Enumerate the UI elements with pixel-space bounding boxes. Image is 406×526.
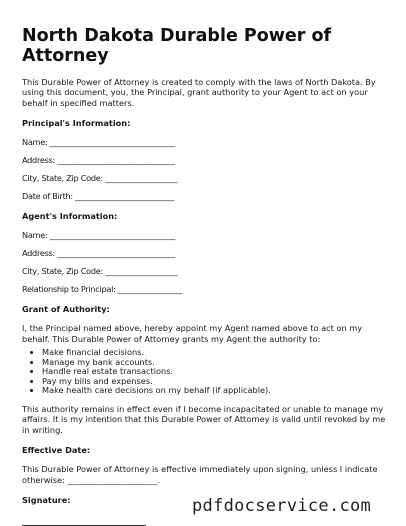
principal-name-field[interactable]: Name: _________________________________: [22, 137, 175, 148]
agent-address-field[interactable]: Address: _______________________________: [22, 248, 175, 259]
document-page: [22, 26, 386, 526]
watermark: pdfdocservice.com: [192, 496, 372, 516]
document-title: North Dakota Durable Power of Attorney: [22, 26, 332, 66]
agent-heading: Agent's Information:: [22, 211, 118, 222]
principal-dob-field[interactable]: Date of Birth: __________________________: [22, 191, 174, 202]
list-item: • Handle real estate transactions.: [42, 367, 386, 377]
agent-relationship-field[interactable]: Relationship to Principal: _________________: [22, 284, 183, 295]
intro-paragraph: This Durable Power of Attorney is created to comply with the laws of North Dakota. By using this document, you, the Principal, grant authority to your Agent to act on your behalf in specified matters.: [22, 77, 376, 108]
effective-paragraph: This Durable Power of Attorney is effective immediately upon signing, unless I indicate otherwise: ______________________.: [22, 464, 378, 485]
list-item: • Make health care decisions on my behalf (if applicable).: [42, 386, 386, 396]
signature-heading: Signature:: [22, 495, 71, 506]
principal-city-field[interactable]: City, State, Zip Code: ___________________: [22, 173, 178, 184]
principal-heading: Principal's Information:: [22, 118, 131, 129]
grant-paragraph: I, the Principal named above, hereby appoint my Agent named above to act on my behalf. This Durable Power of Attorney grants my Agent the authority to:: [22, 323, 363, 344]
durability-paragraph: This authority remains in effect even if I become incapacitated or unable to manage my affairs. It is my intention that this Durable Power of Attorney is valid until revoked by me in writing.: [22, 404, 386, 435]
list-item: • Make financial decisions.: [42, 348, 386, 358]
principal-address-field[interactable]: Address: _______________________________: [22, 155, 175, 166]
agent-city-field[interactable]: City, State, Zip Code: ___________________: [22, 266, 178, 277]
list-item: • Manage my bank accounts.: [42, 358, 386, 368]
grant-heading: Grant of Authority:: [22, 304, 110, 315]
authority-list: [22, 348, 386, 396]
agent-name-field[interactable]: Name: _________________________________: [22, 230, 175, 241]
effective-heading: Effective Date:: [22, 445, 91, 456]
list-item: • Pay my bills and expenses.: [42, 377, 386, 387]
